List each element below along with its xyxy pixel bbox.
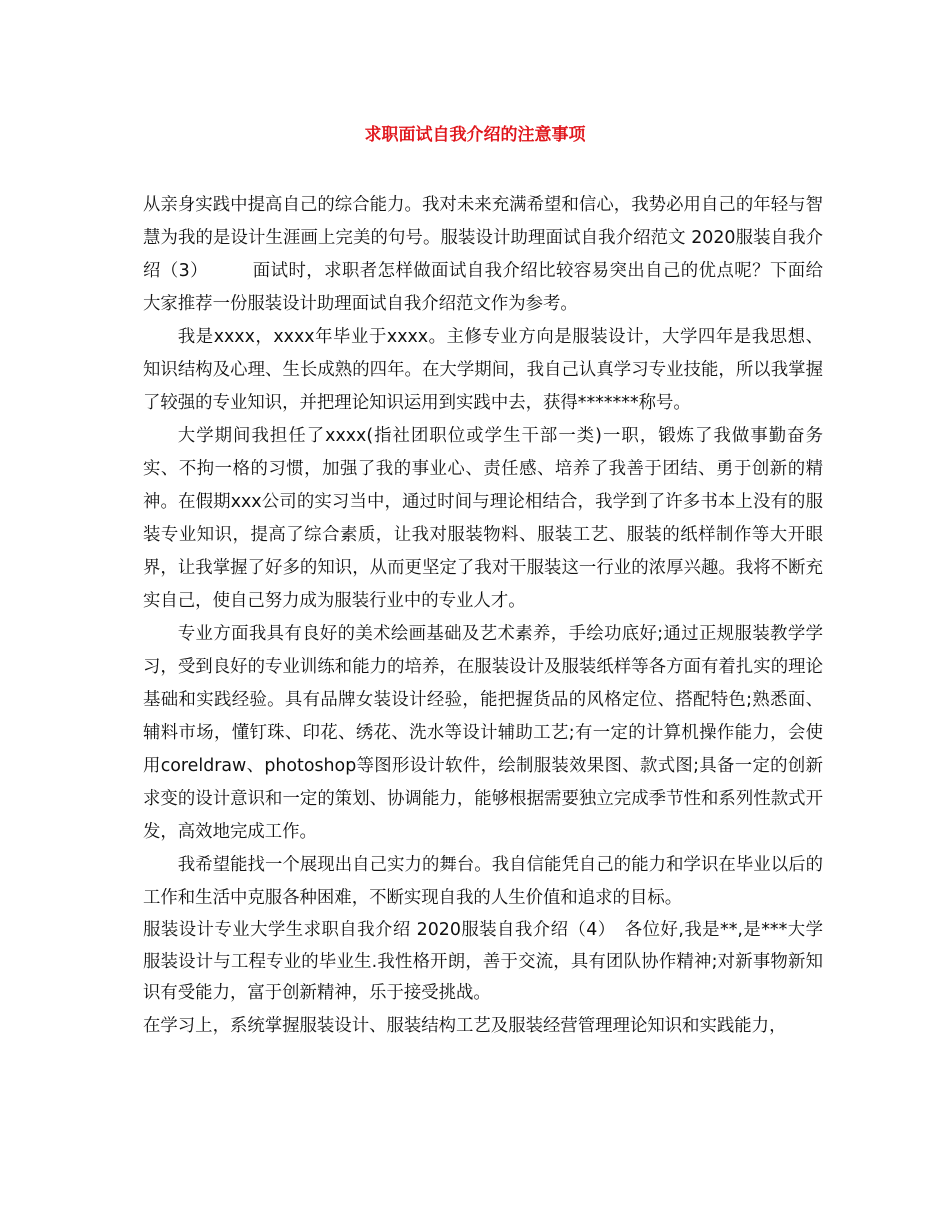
paragraph-2: 我是xxxx，xxxx年毕业于xxxx。主修专业方向是服装设计，大学四年是我思想、知识结构及心理、生长成熟的四年。在大学期间，我自己认真学习专业技能，所以我掌握了较强的专业知识，并把理论知识运用到实践中去，获得*******称号。 <box>143 327 823 413</box>
paragraph-7: 在学习上，系统掌握服装设计、服装结构工艺及服装经营管理理论知识和实践能力， <box>143 1015 787 1036</box>
paragraph-6: 服装设计专业大学生求职自我介绍 2020服装自我介绍（4） 各位好,我是**,是***大学服装设计与工程专业的毕业生.我性格开朗，善于交流，具有团队协作精神;对新事物新知识有受能力，富于创新精神，乐于接受挑战。 <box>143 920 823 1004</box>
paragraph-4: 专业方面我具有良好的美术绘画基础及艺术素养，手绘功底好;通过正规服装教学学习，受到良好的专业训练和能力的培养，在服装设计及服装纸样等各方面有着扎实的理论基础和实践经验。具有品牌女装设计经验，能把握货品的风格定位、搭配特色;熟悉面、辅料市场，懂钉珠、印花、绣花、洗水等设计辅助工艺;有一定的计算机操作能力，会使用coreldraw、photoshop等图形设计软件，绘制服装效果图、款式图;具备一定的创新求变的设计意识和一定的策划、协调能力，能够根据需要独立完成季节性和系列性款式开发，高效地完成工作。 <box>143 624 823 842</box>
document-body <box>143 189 823 1043</box>
paragraph-5: 我希望能找一个展现出自己实力的舞台。我自信能凭自己的能力和学识在毕业以后的工作和生活中克服各种困难，不断实现自我的人生价值和追求的目标。 <box>143 855 823 908</box>
paragraph-1: 从亲身实践中提高自己的综合能力。我对未来充满希望和信心，我势必用自己的年轻与智慧为我的是设计生涯画上完美的句号。服装设计助理面试自我介绍范文 2020服装自我介绍（3） 面试时，求职者怎样做面试自我介绍比较容易突出自己的优点呢？下面给大家推荐一份服装设计助理面试自我介绍范文作为参考。 <box>143 195 823 314</box>
paragraph-3: 大学期间我担任了xxxx(指社团职位或学生干部一类)一职，锻炼了我做事勤奋务实、不拘一格的习惯，加强了我的事业心、责任感、培养了我善于团结、勇于创新的精神。在假期xxx公司的实习当中，通过时间与理论相结合，我学到了许多书本上没有的服装专业知识，提高了综合素质，让我对服装物料、服装工艺、服装的纸样制作等大开眼界，让我掌握了好多的知识，从而更坚定了我对干服装这一行业的浓厚兴趣。我将不断充实自己，使自己努力成为服装行业中的专业人才。 <box>143 426 823 611</box>
document-title: 求职面试自我介绍的注意事项 <box>364 125 586 145</box>
